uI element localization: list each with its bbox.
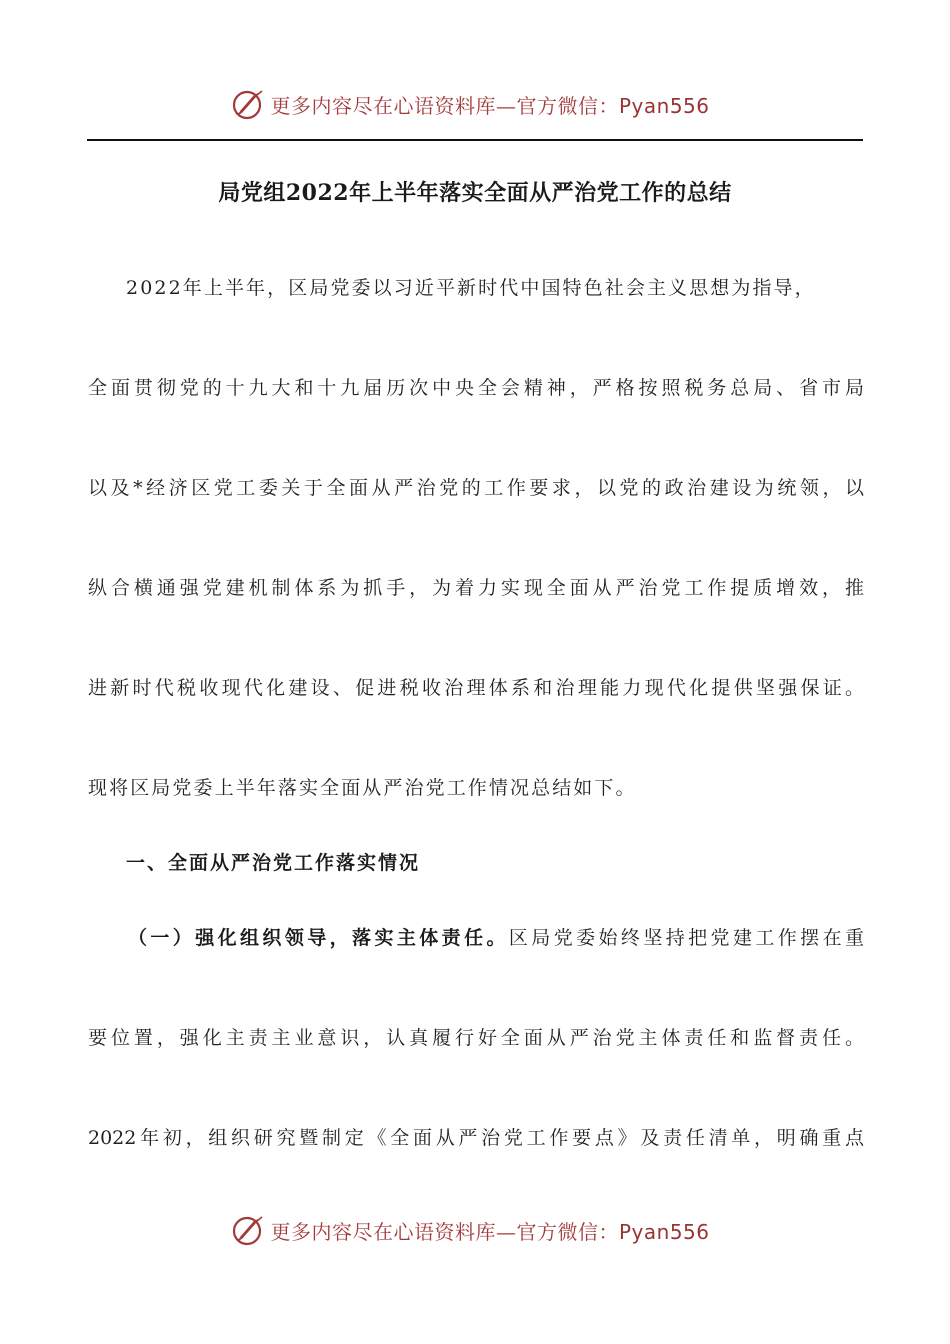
paragraph-line: 要位置，强化主责主业意识，认真履行好全面从严治党主体责任和监督责任。 [88,1027,864,1049]
paragraph-line: 全面贯彻党的十九大和十九届历次中央全会精神，严格按照税务总局、省市局 [88,377,864,399]
paragraph-line: 以及*经济区党工委关于全面从严治党的工作要求，以党的政治建设为统领，以 [88,477,864,499]
header-banner-text: 更多内容尽在心语资料库—官方微信：Pyan556 [270,93,710,118]
section-heading: 一、全面从严治党工作落实情况 [126,852,421,874]
header-banner [0,82,950,126]
subsection-text: 区局党委始终坚持把党建工作摆在重 [508,927,864,949]
quill-logo-icon [232,87,266,121]
paragraph-line: 现将区局党委上半年落实全面从严治党工作情况总结如下。 [88,777,637,799]
footer-banner-text: 更多内容尽在心语资料库—官方微信：Pyan556 [270,1219,710,1244]
paragraph-line: 进新时代税收现代化建设、促进税收治理体系和治理能力现代化提供坚强保证。 [88,677,864,699]
header-wechat-id: Pyan556 [618,93,710,118]
footer-wechat-id: Pyan556 [618,1219,710,1244]
subsection-line [128,923,864,950]
header-rule [87,139,863,141]
subsection-heading: （一）强化组织领导，落实主体责任。 [128,927,509,949]
paragraph-line: 纵合横通强党建机制体系为抓手，为着力实现全面从严治党工作提质增效，推 [88,577,864,599]
footer-banner [0,1208,950,1252]
paragraph-line: 2022年初，组织研究暨制定《全面从严治党工作要点》及责任清单，明确重点 [88,1127,864,1149]
paragraph-line: 2022年上半年，区局党委以习近平新时代中国特色社会主义思想为指导， [126,277,816,299]
document-title: 局党组2022年上半年落实全面从严治党工作的总结 [218,180,732,206]
quill-logo-icon [232,1213,266,1247]
